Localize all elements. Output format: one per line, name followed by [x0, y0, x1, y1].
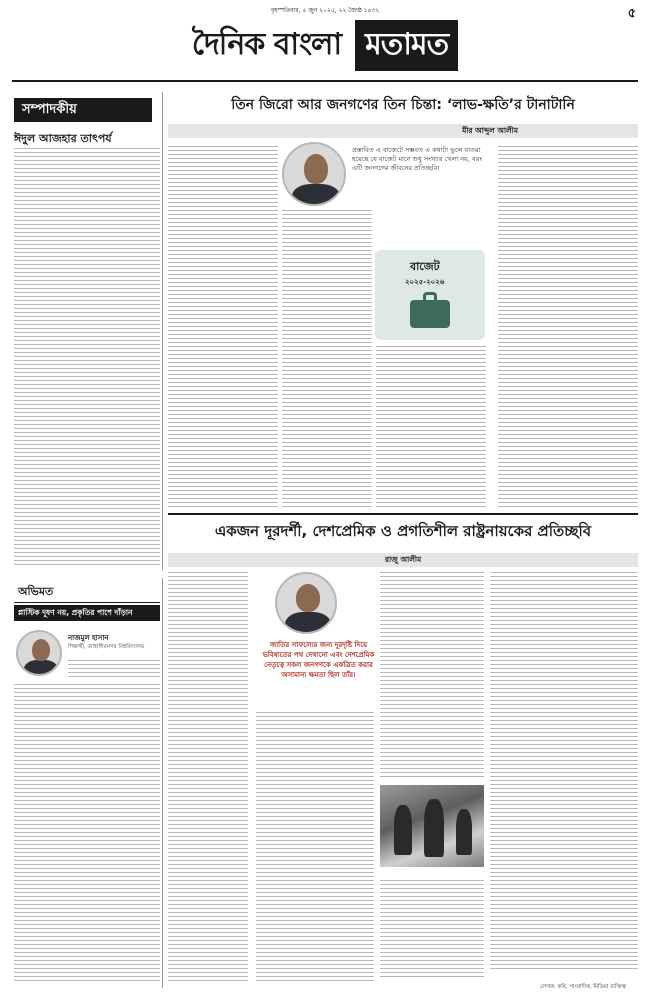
second-body-col1	[168, 572, 248, 982]
section-name: মতামত	[355, 20, 458, 71]
second-byline: রাজু আলীম	[168, 553, 638, 567]
lead-body-col1	[168, 146, 278, 510]
editorial-title: ঈদুল আজহার তাৎপর্য	[14, 132, 112, 145]
masthead-rule	[12, 80, 638, 82]
second-body-col2	[256, 712, 374, 982]
footer-credit: লেখক: কবি, সাংবাদিক, মিডিয়া ব্যক্তিত্ব	[540, 984, 626, 990]
paper-name: দৈনিক বাংলা	[191, 26, 342, 62]
opinion-body-a	[68, 660, 160, 680]
news-photo	[380, 785, 484, 867]
column-divider-lower	[162, 578, 163, 988]
second-body-col3b	[380, 880, 484, 980]
lead-pull-quote: প্রস্তাবিত এ বাজেটে সম্ভবত এ কথাটা ভুলে যাওয়া হয়েছে যে বাজেট মানে শুধু সংখ্যার খেলা নয়, বরং এটি জনগণের জীবনের প্রতিচ্ছবি।	[352, 146, 483, 172]
second-headline: একজন দূরদর্শী, দেশপ্রেমিক ও প্রগতিশীল রাষ্ট্রনায়কের প্রতিচ্ছবি	[214, 522, 592, 540]
lead-byline: মীর আব্দুল আলীম	[168, 124, 638, 138]
section-rule	[168, 513, 638, 515]
lead-body-col4	[498, 146, 638, 510]
opinion-section-label: অভিমত	[14, 583, 160, 603]
editorial-body	[14, 148, 160, 568]
lead-headline: তিন জিরো আর জনগণের তিন চিন্তা: ‘লাভ-ক্ষতি’র টানাটানি	[231, 97, 575, 113]
opinion-body	[14, 684, 160, 984]
budget-graphic-year: ২০২৫-২০২৬	[405, 277, 445, 286]
page-number: ৫	[627, 6, 636, 21]
author-photo-second	[275, 572, 337, 634]
briefcase-handle-icon	[423, 292, 437, 300]
lead-body-col2	[282, 210, 372, 510]
second-body-col4	[490, 572, 638, 972]
editorial-section-label: সম্পাদকীয়	[14, 98, 152, 122]
briefcase-icon	[410, 300, 450, 328]
opinion-author: নাজমুল হাসান	[68, 634, 109, 642]
column-divider	[162, 92, 163, 570]
masthead	[0, 18, 650, 72]
lead-body-col3	[376, 346, 486, 510]
opinion-title: প্লাস্টিক দূষণ নয়, প্রকৃতির পাশে দাঁড়ান	[14, 605, 160, 621]
second-pull-quote: জাতির সাফল্যের জন্য দূরদৃষ্টি দিয়ে ভবিষ্যতের পথ দেখানো এবং দেশপ্রেমিক নেতৃত্বে সকল জনগণকে একত্রিত করার অসামান্য ক্ষমতা ছিল তাঁর।	[262, 640, 375, 679]
author-photo-lead	[282, 142, 346, 206]
dateline: বৃহস্পতিবার, ৫ জুন ২০২৫, ২২ জ্যৈষ্ঠ ১৪৩২	[270, 6, 380, 14]
budget-graphic-label: বাজেট	[410, 260, 440, 273]
second-body-col3	[380, 572, 484, 780]
author-photo-opinion	[16, 630, 62, 676]
opinion-author-desc: শিক্ষার্থী, জাহাঙ্গীরনগর বিশ্ববিদ্যালয়	[68, 644, 145, 650]
